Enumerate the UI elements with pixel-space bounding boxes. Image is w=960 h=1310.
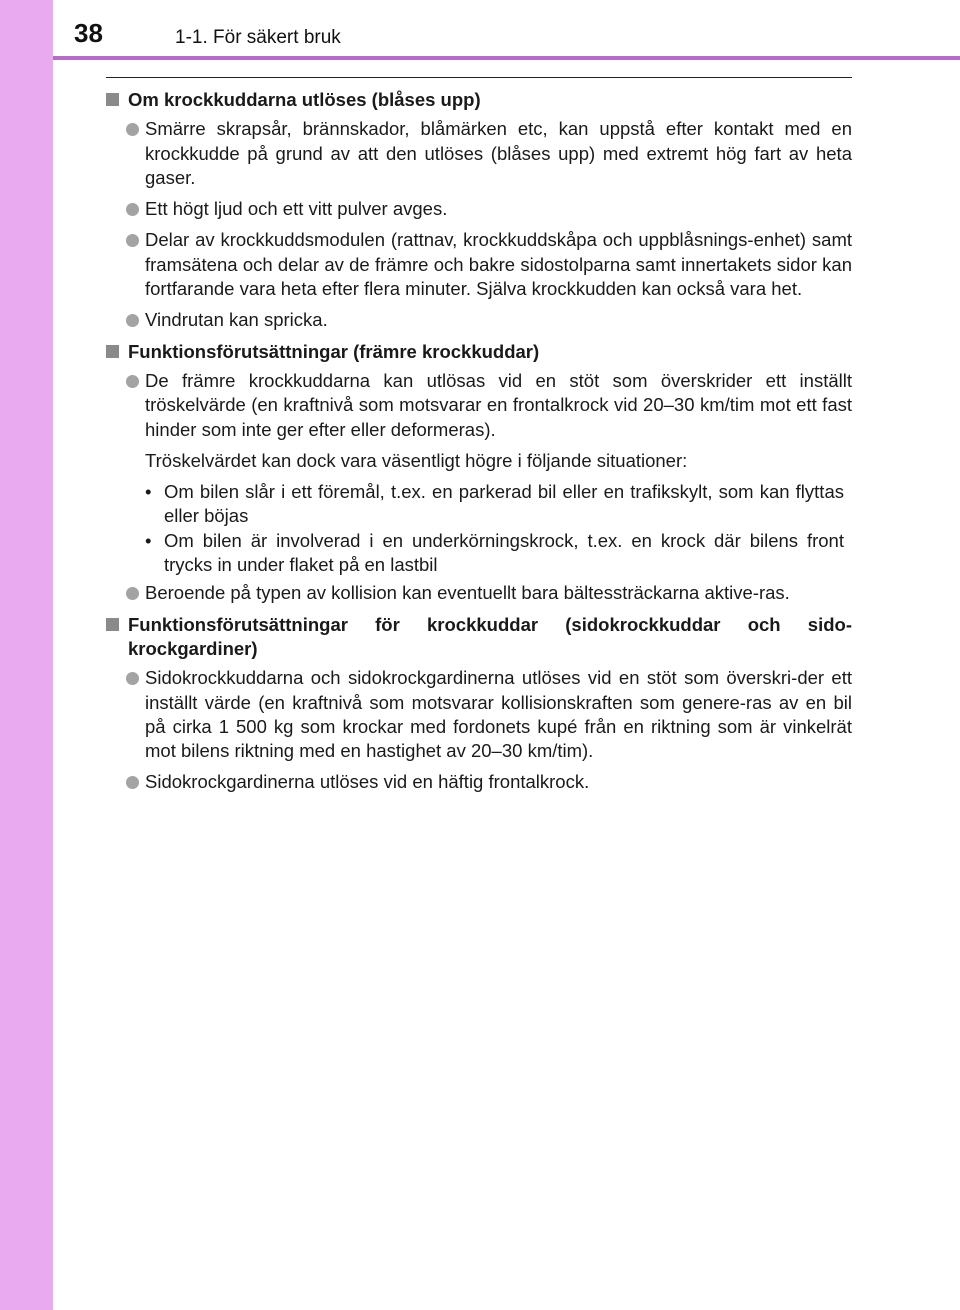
- section-divider: [106, 77, 852, 78]
- sub-bullet-text: Om bilen är involverad i en underkörningskrock, t.ex. en krock där bilens front trycks in under flaket på en lastbil: [164, 529, 844, 576]
- bullet-item: [106, 228, 852, 301]
- paragraph: Tröskelvärdet kan dock vara väsentligt högre i följande situationer:: [145, 449, 688, 471]
- header-rule: [53, 56, 960, 60]
- bullet-item: [106, 666, 852, 763]
- section-heading: [106, 613, 852, 662]
- bullet-text: Sidokrockgardinerna utlöses vid en häftig frontalkrock.: [145, 771, 590, 793]
- bullet-item: [106, 197, 852, 221]
- section-heading-text: Om krockkuddarna utlöses (blåses upp): [128, 89, 481, 110]
- bullet-text: Sidokrockkuddarna och sidokrockgardinerna utlöses vid en stöt som överskri-der ett inställt värde (en kraftnivå som motsvarar kollisionskraften som genere-ras av en bil på cirka 1 500 kg som krockar med fordonets kupé från en riktning som är vinkelrät mot bilens riktning med en hastighet av 20–30 km/tim).: [145, 667, 852, 762]
- bullet-text: De främre krockkuddarna kan utlösas vid en stöt som överskrider ett inställt tröskelvärde (en kraftnivå som motsvarar en frontalkrock vid 20–30 km/tim mot ett fast hinder som inte ger efter eller deformeras).: [145, 369, 852, 440]
- section-heading: [106, 340, 852, 364]
- circle-bullet-icon: [126, 314, 139, 327]
- bullet-item: [106, 117, 852, 190]
- section-heading: [106, 88, 852, 112]
- square-bullet-icon: [106, 345, 119, 358]
- circle-bullet-icon: [126, 234, 139, 247]
- bullet-text: Smärre skrapsår, brännskador, blåmärken etc, kan uppstå efter kontakt med en krockkudde på grund av att den utlöses (blåses upp) med extremt hög fart av heta gaser.: [145, 118, 852, 188]
- sub-bullet-text: Om bilen slår i ett föremål, t.ex. en parkerad bil eller en trafikskylt, som kan flyttas eller böjas: [164, 481, 844, 527]
- chapter-title: 1-1. För säkert bruk: [175, 27, 341, 48]
- circle-bullet-icon: [126, 672, 139, 685]
- page-number: 38: [74, 18, 103, 48]
- side-tab-strip: [0, 0, 53, 1310]
- page-content: [106, 88, 852, 802]
- section-heading-text: Funktionsförutsättningar för krockkuddar (sidokrockkuddar och sido-krockgardiner): [128, 613, 852, 659]
- sub-bullet-item: [106, 529, 852, 578]
- square-bullet-icon: [106, 618, 119, 631]
- circle-bullet-icon: [126, 123, 139, 136]
- bullet-text: Beroende på typen av kollision kan eventuellt bara bältessträckarna aktive-ras.: [145, 582, 790, 604]
- bullet-item: [106, 581, 852, 605]
- bullet-item: [106, 308, 852, 332]
- square-bullet-icon: [106, 93, 119, 106]
- bullet-text: Delar av krockkuddsmodulen (rattnav, krockkuddskåpa och uppblåsnings-enhet) samt framsätena och delar av de främre och bakre sidostolparna samt innertakets sidor kan fortfarande vara heta efter flera minuter. Själva krockkudden kan också vara het.: [145, 229, 852, 300]
- circle-bullet-icon: [126, 375, 139, 388]
- sub-bullet-item: [106, 480, 852, 529]
- bullet-item: [106, 369, 852, 442]
- bullet-text: Ett högt ljud och ett vitt pulver avges.: [145, 198, 448, 220]
- dot-marker: •: [145, 481, 152, 503]
- circle-bullet-icon: [126, 776, 139, 789]
- bullet-item: [106, 770, 852, 794]
- section-heading-text: Funktionsförutsättningar (främre krockkuddar): [128, 340, 540, 362]
- bullet-text: Vindrutan kan spricka.: [145, 309, 328, 331]
- circle-bullet-icon: [126, 203, 139, 216]
- circle-bullet-icon: [126, 587, 139, 600]
- dot-marker: •: [145, 529, 152, 551]
